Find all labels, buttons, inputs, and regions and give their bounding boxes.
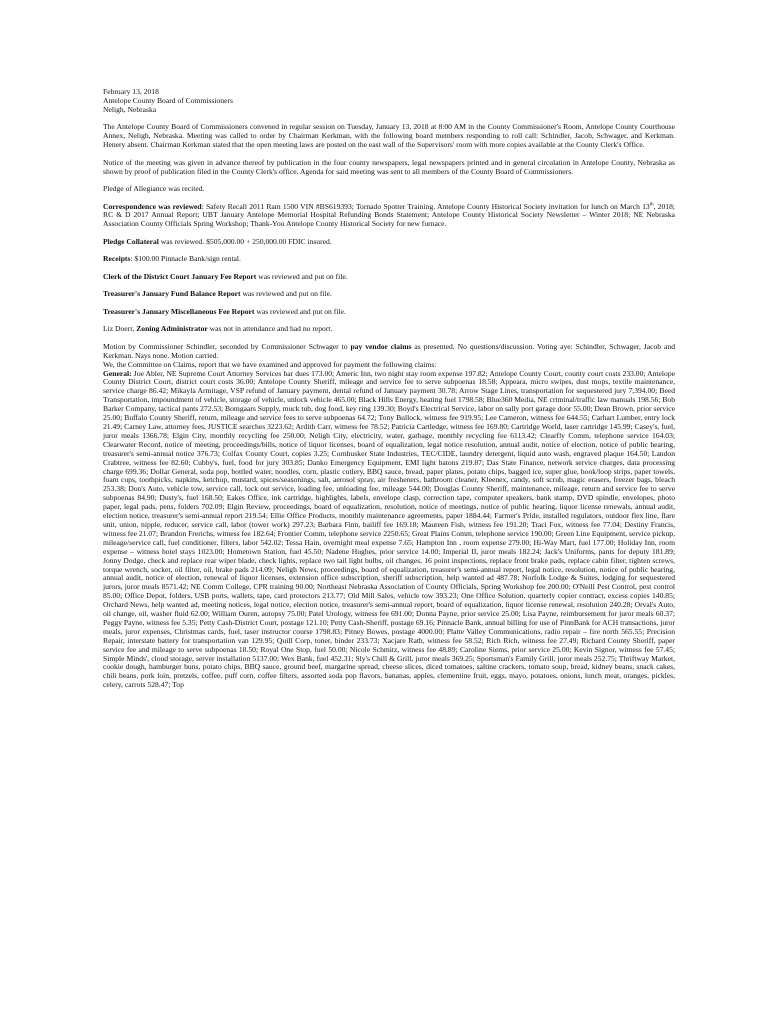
receipts-paragraph bbox=[103, 255, 675, 264]
document-header bbox=[103, 88, 675, 115]
correspondence-ordinal: th bbox=[649, 202, 654, 207]
treasurer-fund-label: Treasurer's January Fund Balance Report bbox=[103, 289, 241, 299]
pledge-collateral-paragraph bbox=[103, 238, 675, 247]
opening-paragraph: The Antelope County Board of Commissioners convened in regular session on Tuesday, January 13, 2018 at 8:00 AM in the County Commissioner's Room, Antelope County Courthouse Annex, Neligh, Nebraska. Meeting was called to order by Chairman Kerkman, with the following board members responding to roll call: Schindler, Jacob, Schwager, and Kerkman. Henery absent. Chairman Kerkman stated that the open meeting laws are posted on the east wall of the Supervisors' room with more copies available at the County Clerk's Office. bbox=[103, 122, 675, 150]
document-page bbox=[103, 88, 675, 690]
zoning-prefix: Liz Doerr, bbox=[103, 324, 137, 334]
motion-text-a: Motion by Commissioner Schindler, seconded by Commissioner Schwager to bbox=[103, 341, 351, 351]
receipts-label: Receipts bbox=[103, 254, 131, 264]
pledge-paragraph: Pledge of Allegiance was recited. bbox=[103, 184, 205, 194]
motion-label: pay vendor claims bbox=[350, 341, 412, 351]
committee-paragraph: We, the Committee on Claims, report that we have examined and approved for payment the following claims: bbox=[103, 359, 437, 369]
pledge-collateral-text: was reviewed. $505,000.00 + 250,000.00 FDIC insured. bbox=[158, 236, 332, 246]
clerk-report-label: Clerk of the District Court January Fee Report bbox=[103, 271, 257, 281]
correspondence-paragraph bbox=[103, 203, 675, 230]
claims-label: General: bbox=[103, 368, 132, 378]
treasurer-fund-paragraph bbox=[103, 290, 675, 299]
treasurer-fund-text: was reviewed and put on file. bbox=[240, 289, 332, 299]
receipts-text: : $100.00 Pinnacle Bank/sign rental. bbox=[130, 254, 241, 264]
claims-paragraph bbox=[103, 370, 675, 691]
correspondence-text-b: , 2018; RC & D 2017 Annual Report; UBT January Antelope Memorial Hospital Refunding Bonds Statement; Antelope County Historical Society Newsletter – Winter 2018; NE Nebraska Association County Officials Spring Workshop; Thank-You Antelope County Historical Society for new furnace. bbox=[103, 201, 675, 229]
meeting-date: February 13, 2018 bbox=[103, 87, 159, 96]
treasurer-misc-label: Treasurer's January Miscellaneous Fee Report bbox=[103, 306, 255, 316]
motion-paragraph bbox=[103, 343, 675, 361]
clerk-report-text: was reviewed and put on file. bbox=[256, 271, 348, 281]
board-name: Antelope County Board of Commissioners bbox=[103, 95, 233, 105]
zoning-text: was not in attendance and had no report. bbox=[207, 324, 333, 334]
treasurer-misc-text: was reviewed and put on file. bbox=[254, 306, 346, 316]
clerk-report-paragraph bbox=[103, 273, 675, 282]
pledge-collateral-label: Pledge Collateral bbox=[103, 236, 159, 246]
claims-text: Joe Abler, NE Supreme Court Attorney Services bar dues 173.00; Americ Inn, two night stay room expense 197.82; Antelope County Court, county court costs 233.00; Antelope County District Court, district court costs 36.00; Antelope County Sheriff, mileage and service fee to serve subpoenas 18.58; Appeara, micro swipes, dust mops, textile maintenance, service charge 86.42; Mikayla Armitage, VSP refund of January payment, dental refund of January payment 30.78; Arrow Stage Lines, transportation for sequestered jury 7,394.00; Beed Transportation, impoundment of vehicle, storage of vehicle, unlock vehicle 465.00; Black Hills Energy, heating fuel 1798.58; Blue360 Media, NE criminal/traffic law manuals 198.56; Bob Barker Company, tactical pants 272.53; Bomgaars Supply, muck tub, dog food, key ring 139.30; Boyd's Electrical Service, labor on sally port garage door 55.00; Dean Brown, prior service 25.00; Buffalo County Sheriff, return, mileage and service fees to serve subpoenas 64.72; Tony Bullock, witness fee 919.95; Lee Cameron, witness fee 644.55; Carhart Lumber, entry lock 21.49; Carney Law, attorney fees, JUSTICE searches 3223.62; Ardith Carr, witness fee 78.52; Patricia Cartledge, witness fee 169.80; Cartridge World, laser cartridge 145.99; Casey's, fuel, juror meals 1366.78; Elgin City, monthly recycling fee 250.00; Neligh City, electricity, water, garbage, monthly recycling fee 6113.42; Clearfly Comm, telephone service 164.03; Clearwater Record, notice of meeting, proceedings/bills, notice of liquor licenses, board of equalization, legal notice resolution, annual audit, notice of election, notice of public hearing, treasurer's semi-annual notice 376.73; Colfax County Court, copies 3.25; Cornhusker State Industries, TEC/CIDE, laundry detergent, liquid auto wash, engraved plaque 164.50; Landon Crabtree, witness fee 82.60; Cubby's, fuel, food for jury 303.85; Danko Emergency Equipment, EMI light batons 219.87; Das State Finance, network service charges, data processing charge 699.36; Dollar General, soda pop, bottled water, noodles, corn, plastic cutlery, BBQ sauce, bread, paper plates, potato chips, bagged ice, super glue, hook/loop strips, paper towels, foam cups, toothpicks, napkins, ketchup, mustard, spices/seasonings, salt, aerosol spray, air fresheners, bathroom cleaner, Kleenex, candy, soft scrub, magic erasers, freezer bags, bleach 253.38; Don's Auto, vehicle tow, service call, lock out service, loading fee, unloading fee, mileage 544.00; Douglas County Sheriff, maintenance, mileage, return and service fee to serve subpoenas 84.90; Dusty's, fuel 168.50; Eakes Office, ink cartridge, highlights, labels, envelope clasp, correction tape, computer speakers, bank stamp, DVD spindle, envelopes, photo paper, legal pads, pens, folders 702.09; Elgin Review, proceedings, board of equalization, resolution, notice of meetings, notice of public hearing, liquor license renewals, annual audit, election notice, treasurer's semi-annual report 219.54; Ellie Office Products, monthly maintenance agreements, paper 1884.44; Farmer's Pride, installed regulators, outdoor flex line, flare unit, union, nipple, reducer, service call, labor (tower work) 297.23; Barbara Finn, bailiff fee 169.18; Maureen Fish, witness fee 191.20; Traci Fox, witness fee 77.04; Destiny Francis, witness fee 21.07; Brandon Frerichs, witness fee 182.64; Frontier Comm, telephone service 2250.65; Great Plains Comm, telephone service 190.00; Green Line Equipment, service pickup, mileage/service call, fuel conditioner, filters, labor 542.02; Tessa Hain, overnight meal expense 7.65; Hampton Inn , room expense 279.00; Hi-Way Mart, fuel 177.00; Holiday Inn, room expense – witness hotel stays 1023.00; Hometown Station, fuel 45.50; Nadene Hughes, prior service 14.00; Imperial II, juror meals 182.24; Jack's Uniforms, pants for deputy 181.89; Jonny Dodge, check and replace rear wiper blade, check lights, replace two tail light bulbs, oil changes, 16 point inspections, replace front brake pads, replace cabin filter, tighten screws, torque wrench, socket, oil filter, oil, brake pads 214.09; Neligh News, proceedings, board of equalization, treasurer's semi-annual report, legal notice, resolution, notice of public hearing, annual audit, notice of election, renewal of liquor licenses, extension office subscription, sheriff subscription, help wanted ad 487.78; Norfolk Lodge & Suites, lodging for sequestered jurors, juror meals 8571.42; NE Comm College, CPR training 90.00; Northeast Nebraska Association of County Officials, Spring Workshop fee 200.00; O'Neill Pest Control, pest control 85.00; Office Depot, folders, USB ports, wallets, tape, card protectors 213.77; Old Mill Sales, vehicle tow 393.23; One Office Solution, quarterly copier contract, excess copies 140.85; Orchard News, help wanted ad, meeting notices, legal notice, election notice, treasurer's semi-annual report, board of equalization, liquor license renewal, resolution 240.28; Orval's Auto, oil change, oil, washer fluid 62.00; William Ouren, autopsy 75.00; Patel Urology, witness fee 691.00; Donna Payne, prior service 25.00; Lisa Payne, reimbursement for juror meals 60.37; Peggy Payne, witness fee 5.35; Petty Cash-District Court, postage 121.10; Petty Cash-Sheriff, postage 69.16; Pinnacle Bank, annual billing for use of PinnBank for ACH transactions, juror meals, juror expenses, Christmas cards, fuel, taser instructor course 1798.83; Pitney Bowes, postage 4000.00; Platte Valley Communications, radio repair – fire north 565.55; Precision Repair, interstate battery for transportation van 129.95; Quill Corp, toner, binder 233.73; Xacjare Rath, witness fee 58.52; Rich Rich, witness fee 27.49; Richard County Sheriff, paper service fee and mileage to serve subpoenas 18.50; Royal One Stop, fuel 50.00; Nicole Schmitz, witness fee 48.89; Caroline Siems, prior service 25.00; Kevin Signor, witness fee 57.45; Simple Minds', cloud storage, server installation 5137.00; Wex Bank, fuel 452.31; Sly's Chill & Grill, juror meals 369.25; Sportsman's Family Grill, juror meals 252.75; Thriftway Market, cookie dough, hamburger buns, potato chips, BBQ sauce, ground beef, margarine spread, cheese slices, diced tomatoes, saltine crackers, tomato soup, bread, kidney beans, snack cakes, chili beans, pork loin, pretzels, coffee, puff corn, coffee filters, assorted soda pop flavors, bananas, apples, clementine fruit, eggs, mayo, potatoes, onions, lunch meat, oranges, pickles, celery, carrots 528.47; Top bbox=[103, 368, 675, 690]
correspondence-text-a: : Safety Recall 2011 Ram 1500 VIN #BS619393; Tornado Spotter Training. Antelope County Historical Society invitation for lunch on March 13 bbox=[201, 201, 650, 211]
meeting-location: Neligh, Nebraska bbox=[103, 104, 157, 114]
motion-text-b: as presented. No questions/discussion. Voting aye: Schindler, Schwager, Jacob and Kerkman. Nays none. Motion carried. bbox=[103, 341, 675, 360]
zoning-label: Zoning Administrator bbox=[136, 324, 208, 334]
correspondence-label: Correspondence was reviewed bbox=[103, 201, 202, 211]
treasurer-misc-paragraph bbox=[103, 308, 675, 317]
notice-paragraph: Notice of the meeting was given in advance thereof by publication in the four county newspapers, legal newspapers printed and in general circulation in Antelope County, Nebraska as shown by proof of publication filed in the County Clerk's office. Agenda for said meeting was sent to all members of the County Board of Commissioners. bbox=[103, 157, 675, 176]
zoning-paragraph bbox=[103, 325, 675, 334]
